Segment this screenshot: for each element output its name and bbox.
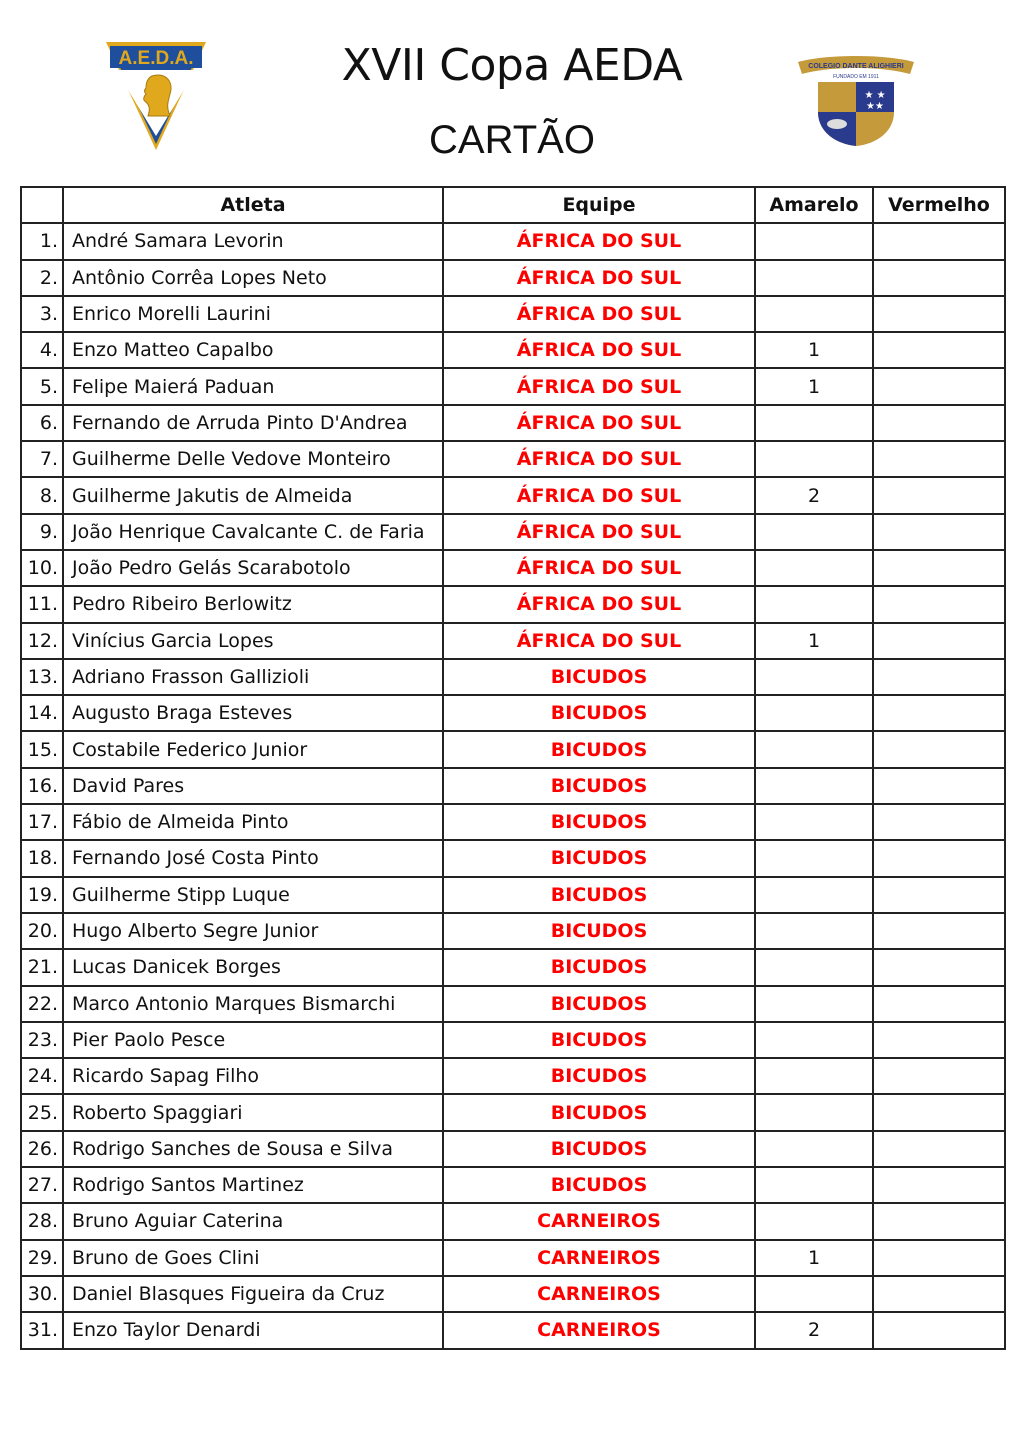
team-name: ÁFRICA DO SUL: [443, 368, 755, 404]
table-row: [21, 441, 1005, 477]
team-name: CARNEIROS: [443, 1240, 755, 1276]
athlete-name: Marco Antonio Marques Bismarchi: [63, 986, 443, 1022]
red-cards: [873, 1312, 1005, 1348]
table-row: [21, 368, 1005, 404]
table-row: [21, 1167, 1005, 1203]
athlete-name: Felipe Maierá Paduan: [63, 368, 443, 404]
svg-text:FUNDADO EM 1911: FUNDADO EM 1911: [833, 74, 879, 80]
row-number: 22.: [21, 986, 63, 1022]
table-row: [21, 1240, 1005, 1276]
header-num: [21, 187, 63, 223]
row-number: 7.: [21, 441, 63, 477]
yellow-cards: [755, 405, 873, 441]
table-row: [21, 623, 1005, 659]
team-name: BICUDOS: [443, 986, 755, 1022]
red-cards: [873, 514, 1005, 550]
row-number: 28.: [21, 1203, 63, 1239]
page-title: XVII Copa AEDA: [341, 40, 683, 91]
svg-text:A.E.D.A.: A.E.D.A.: [118, 48, 194, 69]
row-number: 10.: [21, 550, 63, 586]
red-cards: [873, 840, 1005, 876]
row-number: 23.: [21, 1022, 63, 1058]
yellow-cards: [755, 877, 873, 913]
row-number: 18.: [21, 840, 63, 876]
team-name: CARNEIROS: [443, 1276, 755, 1312]
row-number: 4.: [21, 332, 63, 368]
table-row: [21, 260, 1005, 296]
red-cards: [873, 768, 1005, 804]
yellow-cards: [755, 514, 873, 550]
yellow-cards: [755, 804, 873, 840]
yellow-cards: [755, 1167, 873, 1203]
team-name: ÁFRICA DO SUL: [443, 623, 755, 659]
table-row: [21, 296, 1005, 332]
table-row: [21, 731, 1005, 767]
yellow-cards: [755, 840, 873, 876]
red-cards: [873, 1058, 1005, 1094]
team-name: BICUDOS: [443, 659, 755, 695]
yellow-cards: 1: [755, 332, 873, 368]
red-cards: [873, 913, 1005, 949]
row-number: 19.: [21, 877, 63, 913]
team-name: CARNEIROS: [443, 1203, 755, 1239]
row-number: 31.: [21, 1312, 63, 1348]
table-header-row: [21, 187, 1005, 223]
yellow-cards: 1: [755, 368, 873, 404]
team-name: BICUDOS: [443, 1058, 755, 1094]
team-name: BICUDOS: [443, 731, 755, 767]
team-name: BICUDOS: [443, 949, 755, 985]
athlete-name: Daniel Blasques Figueira da Cruz: [63, 1276, 443, 1312]
team-name: ÁFRICA DO SUL: [443, 441, 755, 477]
table-row: [21, 1131, 1005, 1167]
team-name: BICUDOS: [443, 1094, 755, 1130]
red-cards: [873, 477, 1005, 513]
red-cards: [873, 1276, 1005, 1312]
yellow-cards: [755, 296, 873, 332]
row-number: 24.: [21, 1058, 63, 1094]
red-cards: [873, 223, 1005, 259]
yellow-cards: [755, 695, 873, 731]
yellow-cards: [755, 1203, 873, 1239]
yellow-cards: [755, 731, 873, 767]
colegio-logo: [796, 52, 916, 148]
yellow-cards: [755, 659, 873, 695]
table-row: [21, 986, 1005, 1022]
svg-text:★ ★: ★ ★: [864, 90, 886, 101]
red-cards: [873, 659, 1005, 695]
team-name: ÁFRICA DO SUL: [443, 477, 755, 513]
row-number: 17.: [21, 804, 63, 840]
red-cards: [873, 296, 1005, 332]
row-number: 3.: [21, 296, 63, 332]
athlete-name: Guilherme Delle Vedove Monteiro: [63, 441, 443, 477]
athlete-name: Guilherme Jakutis de Almeida: [63, 477, 443, 513]
row-number: 9.: [21, 514, 63, 550]
table-row: [21, 840, 1005, 876]
red-cards: [873, 586, 1005, 622]
row-number: 20.: [21, 913, 63, 949]
athlete-name: Enrico Morelli Laurini: [63, 296, 443, 332]
red-cards: [873, 623, 1005, 659]
row-number: 14.: [21, 695, 63, 731]
header-athlete: Atleta: [63, 187, 443, 223]
red-cards: [873, 260, 1005, 296]
athlete-name: João Pedro Gelás Scarabotolo: [63, 550, 443, 586]
row-number: 11.: [21, 586, 63, 622]
page-subtitle: CARTÃO: [429, 118, 595, 162]
team-name: ÁFRICA DO SUL: [443, 550, 755, 586]
header-yellow: Amarelo: [755, 187, 873, 223]
red-cards: [873, 949, 1005, 985]
red-cards: [873, 804, 1005, 840]
team-name: BICUDOS: [443, 1022, 755, 1058]
header-team: Equipe: [443, 187, 755, 223]
athlete-name: Lucas Danicek Borges: [63, 949, 443, 985]
table-row: [21, 223, 1005, 259]
yellow-cards: 2: [755, 1312, 873, 1348]
table-row: [21, 695, 1005, 731]
athlete-name: André Samara Levorin: [63, 223, 443, 259]
yellow-cards: [755, 223, 873, 259]
team-name: ÁFRICA DO SUL: [443, 296, 755, 332]
athlete-name: Fernando de Arruda Pinto D'Andrea: [63, 405, 443, 441]
athlete-name: David Pares: [63, 768, 443, 804]
table-row: [21, 405, 1005, 441]
team-name: BICUDOS: [443, 695, 755, 731]
row-number: 16.: [21, 768, 63, 804]
athlete-name: Bruno de Goes Clini: [63, 1240, 443, 1276]
athlete-name: Hugo Alberto Segre Junior: [63, 913, 443, 949]
yellow-cards: 1: [755, 1240, 873, 1276]
team-name: BICUDOS: [443, 913, 755, 949]
row-number: 15.: [21, 731, 63, 767]
row-number: 12.: [21, 623, 63, 659]
red-cards: [873, 368, 1005, 404]
table-row: [21, 1094, 1005, 1130]
team-name: ÁFRICA DO SUL: [443, 332, 755, 368]
yellow-cards: [755, 1131, 873, 1167]
table-row: [21, 586, 1005, 622]
athlete-name: João Henrique Cavalcante C. de Faria: [63, 514, 443, 550]
team-name: ÁFRICA DO SUL: [443, 405, 755, 441]
red-cards: [873, 1240, 1005, 1276]
table-row: [21, 1022, 1005, 1058]
red-cards: [873, 550, 1005, 586]
yellow-cards: [755, 768, 873, 804]
table-row: [21, 514, 1005, 550]
yellow-cards: 2: [755, 477, 873, 513]
athlete-name: Pier Paolo Pesce: [63, 1022, 443, 1058]
team-name: BICUDOS: [443, 1131, 755, 1167]
red-cards: [873, 441, 1005, 477]
athlete-name: Vinícius Garcia Lopes: [63, 623, 443, 659]
athlete-name: Rodrigo Santos Martinez: [63, 1167, 443, 1203]
row-number: 27.: [21, 1167, 63, 1203]
yellow-cards: [755, 1094, 873, 1130]
table-row: [21, 1276, 1005, 1312]
team-name: BICUDOS: [443, 804, 755, 840]
yellow-cards: [755, 913, 873, 949]
table-row: [21, 659, 1005, 695]
row-number: 30.: [21, 1276, 63, 1312]
team-name: CARNEIROS: [443, 1312, 755, 1348]
athlete-name: Enzo Taylor Denardi: [63, 1312, 443, 1348]
table-row: [21, 1058, 1005, 1094]
yellow-cards: [755, 550, 873, 586]
red-cards: [873, 405, 1005, 441]
row-number: 2.: [21, 260, 63, 296]
red-cards: [873, 1022, 1005, 1058]
header-red: Vermelho: [873, 187, 1005, 223]
red-cards: [873, 1203, 1005, 1239]
yellow-cards: [755, 260, 873, 296]
yellow-cards: [755, 949, 873, 985]
athlete-name: Augusto Braga Esteves: [63, 695, 443, 731]
yellow-cards: 1: [755, 623, 873, 659]
table-row: [21, 768, 1005, 804]
athlete-name: Rodrigo Sanches de Sousa e Silva: [63, 1131, 443, 1167]
yellow-cards: [755, 586, 873, 622]
team-name: ÁFRICA DO SUL: [443, 260, 755, 296]
team-name: BICUDOS: [443, 768, 755, 804]
row-number: 1.: [21, 223, 63, 259]
yellow-cards: [755, 986, 873, 1022]
athlete-name: Pedro Ribeiro Berlowitz: [63, 586, 443, 622]
yellow-cards: [755, 1058, 873, 1094]
team-name: ÁFRICA DO SUL: [443, 223, 755, 259]
table-row: [21, 1203, 1005, 1239]
athlete-name: Guilherme Stipp Luque: [63, 877, 443, 913]
athlete-name: Enzo Matteo Capalbo: [63, 332, 443, 368]
row-number: 26.: [21, 1131, 63, 1167]
yellow-cards: [755, 1276, 873, 1312]
row-number: 25.: [21, 1094, 63, 1130]
row-number: 5.: [21, 368, 63, 404]
red-cards: [873, 731, 1005, 767]
row-number: 29.: [21, 1240, 63, 1276]
athlete-name: Fábio de Almeida Pinto: [63, 804, 443, 840]
athlete-name: Bruno Aguiar Caterina: [63, 1203, 443, 1239]
red-cards: [873, 1094, 1005, 1130]
colegio-dante-alighieri-crest-icon: [796, 52, 916, 148]
yellow-cards: [755, 1022, 873, 1058]
row-number: 6.: [21, 405, 63, 441]
table-row: [21, 804, 1005, 840]
table-row: [21, 477, 1005, 513]
red-cards: [873, 1167, 1005, 1203]
red-cards: [873, 986, 1005, 1022]
red-cards: [873, 695, 1005, 731]
table-row: [21, 877, 1005, 913]
table-row: [21, 550, 1005, 586]
athlete-name: Antônio Corrêa Lopes Neto: [63, 260, 443, 296]
team-name: ÁFRICA DO SUL: [443, 586, 755, 622]
team-name: BICUDOS: [443, 1167, 755, 1203]
athlete-name: Fernando José Costa Pinto: [63, 840, 443, 876]
table-row: [21, 332, 1005, 368]
team-name: BICUDOS: [443, 877, 755, 913]
row-number: 21.: [21, 949, 63, 985]
athlete-name: Adriano Frasson Gallizioli: [63, 659, 443, 695]
row-number: 13.: [21, 659, 63, 695]
table-row: [21, 1312, 1005, 1348]
cards-table: [20, 186, 1006, 1350]
svg-text:★★: ★★: [866, 101, 884, 112]
team-name: BICUDOS: [443, 840, 755, 876]
athlete-name: Roberto Spaggiari: [63, 1094, 443, 1130]
red-cards: [873, 1131, 1005, 1167]
athlete-name: Ricardo Sapag Filho: [63, 1058, 443, 1094]
row-number: 8.: [21, 477, 63, 513]
table-row: [21, 949, 1005, 985]
yellow-cards: [755, 441, 873, 477]
svg-text:COLEGIO DANTE ALIGHIERI: COLEGIO DANTE ALIGHIERI: [808, 63, 904, 70]
table-row: [21, 913, 1005, 949]
athlete-name: Costabile Federico Junior: [63, 731, 443, 767]
red-cards: [873, 332, 1005, 368]
red-cards: [873, 877, 1005, 913]
team-name: ÁFRICA DO SUL: [443, 514, 755, 550]
